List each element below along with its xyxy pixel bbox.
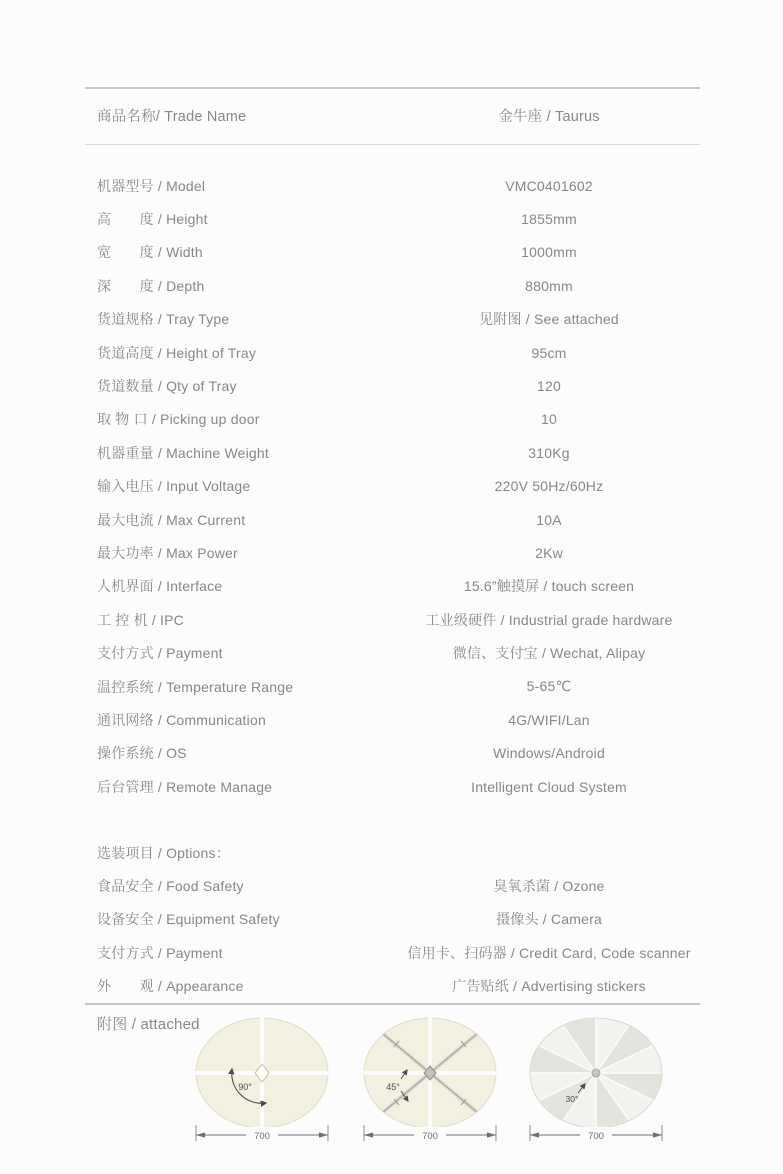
spec-value: 4G/WIFI/Lan: [508, 711, 590, 728]
spec-row-tray-type: [85, 303, 700, 336]
attached-title: 附图 / attached: [97, 1016, 200, 1033]
option-value: 信用卡、扫码器 / Credit Card, Code scanner: [407, 944, 691, 961]
dimension-line: [530, 1125, 662, 1142]
spec-value: Windows/Android: [493, 745, 605, 762]
tray-diagram-45: [355, 1013, 505, 1149]
spec-row-os: [85, 737, 700, 770]
options-title: 选装项目 / Options：: [97, 844, 230, 861]
options-section: [85, 836, 700, 1003]
tray-diagram-30: [521, 1013, 671, 1149]
spec-value: 880mm: [525, 277, 573, 294]
trade-name-label: 商品名称/ Trade Name: [97, 109, 247, 125]
spec-row-max-power: [85, 536, 700, 569]
spec-label: 货道数量 / Qty of Tray: [97, 378, 237, 395]
dimension-line: [364, 1125, 496, 1142]
divider-header: [85, 144, 700, 145]
spec-value: 2Kw: [535, 544, 563, 561]
spec-value: 工业级硬件 / Industrial grade hardware: [425, 611, 673, 628]
spec-row-tray-qty: [85, 369, 700, 402]
tray-diagram-90: [187, 1013, 337, 1149]
trade-name-row: [85, 88, 700, 143]
option-row-payment: [85, 936, 700, 969]
spec-value: 95cm: [531, 344, 567, 361]
spec-row-remote-manage: [85, 770, 700, 803]
spec-label: 高 度 / Height: [97, 211, 208, 228]
option-label: 支付方式 / Payment: [97, 944, 223, 961]
spec-value: 120: [537, 378, 561, 395]
spec-row-depth: [85, 269, 700, 302]
spec-label: 货道高度 / Height of Tray: [97, 344, 257, 361]
spec-label: 支付方式 / Payment: [97, 645, 223, 662]
angle-label: 90°: [238, 1082, 252, 1092]
option-row-appearance: [85, 970, 700, 1003]
spec-label: 操作系统 / OS: [97, 745, 187, 762]
spec-label: 机器型号 / Model: [97, 177, 206, 194]
option-value: 摄像头 / Camera: [496, 911, 602, 928]
spec-label: 工 控 机 / IPC: [97, 611, 184, 628]
option-value: 广告贴纸 / Advertising stickers: [452, 978, 646, 995]
spec-value: 5-65℃: [526, 678, 572, 695]
spec-row-interface: [85, 570, 700, 603]
spec-row-input-voltage: [85, 470, 700, 503]
angle-label: 45°: [386, 1082, 400, 1092]
spec-value: VMC0401602: [505, 177, 593, 194]
spec-row-communication: [85, 703, 700, 736]
spec-value: 见附图 / See attached: [479, 311, 619, 328]
spec-row-picking-door: [85, 403, 700, 436]
spec-row-temperature: [85, 670, 700, 703]
spec-row-model: [85, 169, 700, 202]
spec-table: [85, 169, 700, 803]
spec-row-tray-height: [85, 336, 700, 369]
spec-value: 1855mm: [521, 211, 577, 228]
spec-row-ipc: [85, 603, 700, 636]
options-title-row: [85, 836, 700, 869]
divider-attached: [85, 1003, 700, 1005]
trade-name-value: 金牛座 / Taurus: [498, 109, 600, 125]
spec-value: 15.6”触摸屏 / touch screen: [463, 578, 635, 595]
spec-label: 通讯网络 / Communication: [97, 711, 266, 728]
spec-label: 机器重量 / Machine Weight: [97, 444, 269, 461]
spec-value: Intelligent Cloud System: [471, 778, 627, 795]
spec-value: 220V 50Hz/60Hz: [494, 478, 604, 495]
dimension-label: 700: [588, 1131, 604, 1142]
spec-value: 1000mm: [521, 244, 577, 261]
spec-row-height: [85, 202, 700, 235]
tray-hub: [592, 1069, 600, 1077]
spec-row-width: [85, 236, 700, 269]
spec-value: 310Kg: [528, 444, 570, 461]
spec-label: 取 物 口 / Picking up door: [97, 411, 260, 428]
spec-row-max-current: [85, 503, 700, 536]
spec-label: 人机界面 / Interface: [97, 578, 223, 595]
spec-value: 10A: [536, 511, 562, 528]
dimension-line: [196, 1125, 328, 1142]
spec-label: 宽 度 / Width: [97, 244, 203, 261]
spec-label: 最大电流 / Max Current: [97, 511, 246, 528]
spec-value: 微信、支付宝 / Wechat, Alipay: [452, 645, 646, 662]
spec-label: 后台管理 / Remote Manage: [97, 778, 273, 795]
spec-label: 输入电压 / Input Voltage: [97, 478, 251, 495]
spec-label: 货道规格 / Tray Type: [97, 311, 230, 328]
spec-row-payment: [85, 636, 700, 669]
angle-label: 30°: [565, 1094, 579, 1104]
option-value: 臭氧杀菌 / Ozone: [493, 878, 605, 895]
dimension-label: 700: [254, 1131, 270, 1142]
dimension-label: 700: [422, 1131, 438, 1142]
option-row-food-safety: [85, 869, 700, 902]
spec-row-machine-weight: [85, 436, 700, 469]
option-label: 食品安全 / Food Safety: [97, 878, 244, 895]
spec-label: 温控系统 / Temperature Range: [97, 678, 294, 695]
spec-label: 深 度 / Depth: [97, 277, 205, 294]
option-row-equipment-safety: [85, 903, 700, 936]
spec-value: 10: [541, 411, 557, 428]
option-label: 外 观 / Appearance: [97, 978, 244, 995]
option-label: 设备安全 / Equipment Safety: [97, 911, 280, 928]
spec-label: 最大功率 / Max Power: [97, 544, 238, 561]
